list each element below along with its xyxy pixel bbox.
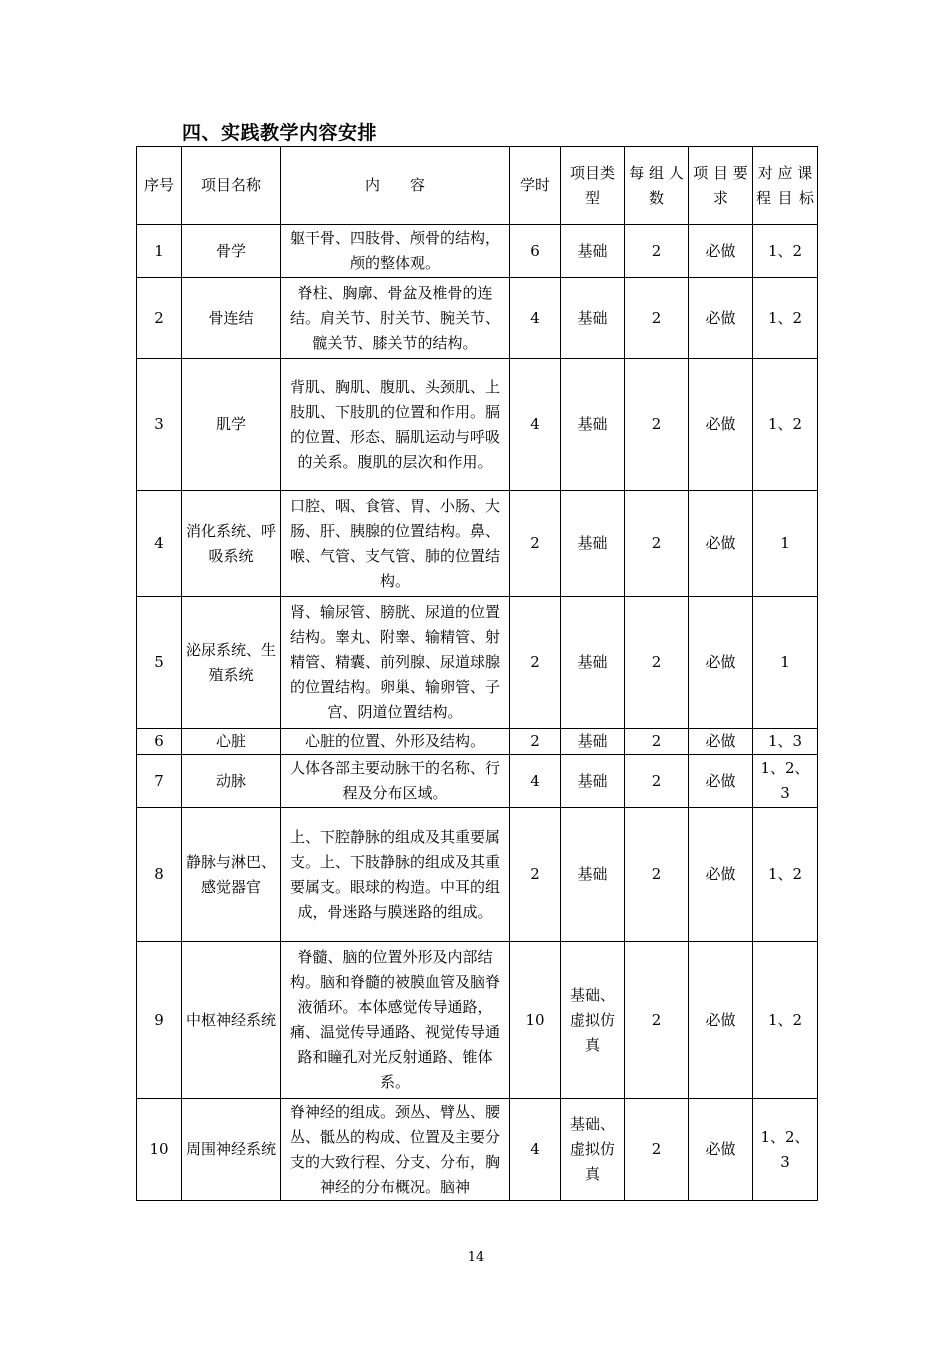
cell-requirement: 必做 [689, 491, 753, 597]
cell-hours: 4 [510, 1099, 561, 1201]
cell-content: 脊柱、胸廓、骨盆及椎骨的连结。肩关节、肘关节、腕关节、髋关节、膝关节的结构。 [281, 278, 510, 359]
cell-per-group: 2 [625, 755, 689, 808]
table-row [137, 491, 818, 597]
cell-per-group: 2 [625, 1099, 689, 1201]
cell-target: 1、2 [753, 808, 818, 942]
practice-teaching-table [136, 146, 818, 1201]
cell-no: 3 [137, 359, 182, 491]
cell-hours: 2 [510, 597, 561, 729]
cell-per-group: 2 [625, 808, 689, 942]
cell-requirement: 必做 [689, 1099, 753, 1201]
cell-type: 基础 [561, 491, 625, 597]
cell-target: 1 [753, 597, 818, 729]
header-content: 内 容 [281, 147, 510, 225]
cell-requirement: 必做 [689, 808, 753, 942]
table-row [137, 1099, 818, 1201]
cell-no: 9 [137, 942, 182, 1099]
cell-per-group: 2 [625, 597, 689, 729]
cell-requirement: 必做 [689, 597, 753, 729]
page-number: 14 [467, 1250, 485, 1265]
cell-target: 1、2 [753, 225, 818, 278]
header-no: 序号 [137, 147, 182, 225]
cell-content: 背肌、胸肌、腹肌、头颈肌、上肢肌、下肢肌的位置和作用。膈的位置、形态、膈肌运动与呼吸的关系。腹肌的层次和作用。 [281, 359, 510, 491]
cell-no: 8 [137, 808, 182, 942]
cell-target: 1、2、3 [753, 755, 818, 808]
cell-no: 4 [137, 491, 182, 597]
cell-content: 口腔、咽、食管、胃、小肠、大肠、肝、胰腺的位置结构。鼻、喉、气管、支气管、肺的位置结构。 [281, 491, 510, 597]
cell-name: 骨连结 [182, 278, 281, 359]
cell-requirement: 必做 [689, 729, 753, 755]
table-row [137, 597, 818, 729]
cell-name: 肌学 [182, 359, 281, 491]
section-heading: 四、实践教学内容安排 [182, 122, 378, 144]
cell-hours: 2 [510, 808, 561, 942]
cell-name: 消化系统、呼吸系统 [182, 491, 281, 597]
cell-no: 5 [137, 597, 182, 729]
cell-per-group: 2 [625, 942, 689, 1099]
cell-hours: 4 [510, 278, 561, 359]
header-per-group: 每 组 人数 [625, 147, 689, 225]
table-row [137, 225, 818, 278]
cell-type: 基础 [561, 359, 625, 491]
cell-no: 2 [137, 278, 182, 359]
cell-target: 1 [753, 491, 818, 597]
cell-name: 泌尿系统、生殖系统 [182, 597, 281, 729]
cell-type: 基础 [561, 729, 625, 755]
cell-name: 动脉 [182, 755, 281, 808]
cell-per-group: 2 [625, 225, 689, 278]
cell-no: 6 [137, 729, 182, 755]
cell-target: 1、3 [753, 729, 818, 755]
cell-content: 脊神经的组成。颈丛、臂丛、腰丛、骶丛的构成、位置及主要分支的大致行程、分支、分布，胸神经的分布概况。脑神 [281, 1099, 510, 1201]
cell-per-group: 2 [625, 278, 689, 359]
table-row [137, 808, 818, 942]
cell-no: 7 [137, 755, 182, 808]
table-row [137, 729, 818, 755]
cell-hours: 6 [510, 225, 561, 278]
header-hours: 学时 [510, 147, 561, 225]
cell-name: 骨学 [182, 225, 281, 278]
header-type: 项目类型 [561, 147, 625, 225]
cell-type: 基础 [561, 225, 625, 278]
cell-name: 周围神经系统 [182, 1099, 281, 1201]
table-row [137, 755, 818, 808]
cell-per-group: 2 [625, 359, 689, 491]
cell-requirement: 必做 [689, 278, 753, 359]
cell-target: 1、2、3 [753, 1099, 818, 1201]
cell-target: 1、2 [753, 278, 818, 359]
cell-content: 躯干骨、四肢骨、颅骨的结构，颅的整体观。 [281, 225, 510, 278]
cell-requirement: 必做 [689, 225, 753, 278]
header-name: 项目名称 [182, 147, 281, 225]
cell-name: 心脏 [182, 729, 281, 755]
cell-hours: 4 [510, 755, 561, 808]
cell-hours: 4 [510, 359, 561, 491]
cell-per-group: 2 [625, 729, 689, 755]
cell-hours: 10 [510, 942, 561, 1099]
header-requirement: 项 目 要求 [689, 147, 753, 225]
cell-name: 中枢神经系统 [182, 942, 281, 1099]
cell-requirement: 必做 [689, 359, 753, 491]
cell-hours: 2 [510, 729, 561, 755]
cell-type: 基础、虚拟仿真 [561, 1099, 625, 1201]
cell-type: 基础 [561, 597, 625, 729]
cell-requirement: 必做 [689, 755, 753, 808]
cell-content: 人体各部主要动脉干的名称、行程及分布区域。 [281, 755, 510, 808]
table-row [137, 942, 818, 1099]
cell-type: 基础 [561, 808, 625, 942]
cell-content: 脊髓、脑的位置外形及内部结构。脑和脊髓的被膜血管及脑脊液循环。本体感觉传导通路，痛、温觉传导通路、视觉传导通路和瞳孔对光反射通路、锥体系。 [281, 942, 510, 1099]
cell-hours: 2 [510, 491, 561, 597]
cell-target: 1、2 [753, 359, 818, 491]
cell-target: 1、2 [753, 942, 818, 1099]
cell-requirement: 必做 [689, 942, 753, 1099]
cell-name: 静脉与淋巴、感觉器官 [182, 808, 281, 942]
cell-content: 肾、输尿管、膀胱、尿道的位置结构。睾丸、附睾、输精管、射精管、精囊、前列腺、尿道球腺的位置结构。卵巢、输卵管、子宫、阴道位置结构。 [281, 597, 510, 729]
cell-content: 心脏的位置、外形及结构。 [281, 729, 510, 755]
table-row [137, 278, 818, 359]
header-target: 对 应 课 程 目 标 [753, 147, 818, 225]
cell-type: 基础 [561, 755, 625, 808]
cell-type: 基础、虚拟仿真 [561, 942, 625, 1099]
cell-type: 基础 [561, 278, 625, 359]
table-row [137, 359, 818, 491]
table-header-row [137, 147, 818, 225]
cell-per-group: 2 [625, 491, 689, 597]
cell-content: 上、下腔静脉的组成及其重要属支。上、下肢静脉的组成及其重要属支。眼球的构造。中耳的组成，骨迷路与膜迷路的组成。 [281, 808, 510, 942]
cell-no: 10 [137, 1099, 182, 1201]
cell-no: 1 [137, 225, 182, 278]
